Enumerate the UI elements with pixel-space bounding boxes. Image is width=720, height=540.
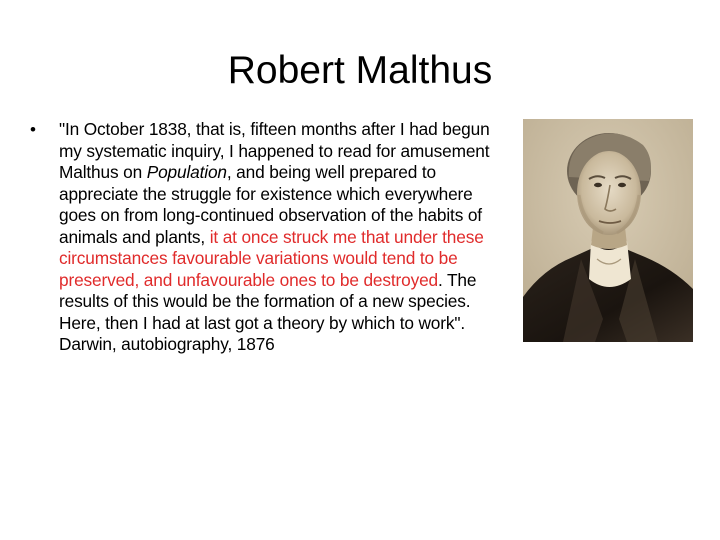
portrait-image <box>523 119 693 342</box>
quote-segment-5: . The results of this would be the formation of a new species. Here, then I had at last got a theory by which to work". Darwin, autobiography, 1876 <box>59 269 477 354</box>
list-item <box>26 119 512 356</box>
bullet-list <box>26 119 512 356</box>
quote-segment-1: "In October 1838, that is, fifteen months after I had begun my systematic inquiry, I happened to read for amusement Malthus on <box>59 119 490 182</box>
slide-title: Robert Malthus <box>227 49 493 92</box>
quote-segment-italic: Population <box>146 162 227 182</box>
portrait-engraving-icon <box>523 119 693 342</box>
quote-text <box>59 119 490 354</box>
quote-highlight: it at once struck me that under these circumstances favourable variations would tend to be preserved, and unfavourable ones to be destroyed <box>59 226 484 290</box>
bullet-icon: • <box>30 120 36 139</box>
quote-segment-3: , and being well prepared to appreciate the struggle for existence which everywhere goes on from long-continued observation of the habits of animals and plants, <box>59 162 482 247</box>
